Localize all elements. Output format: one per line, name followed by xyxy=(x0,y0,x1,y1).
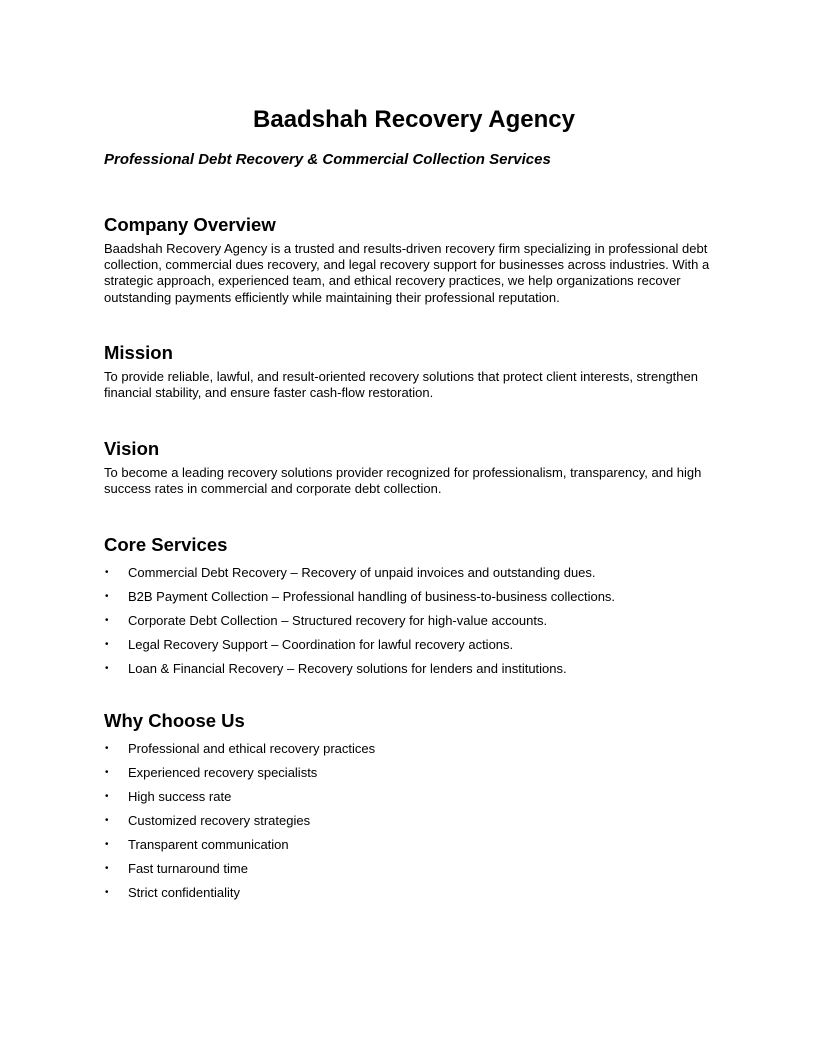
list-item xyxy=(104,861,724,885)
why-choose-us-heading: Why Choose Us xyxy=(104,710,245,731)
company-overview-text: Baadshah Recovery Agency is a trusted and results-driven recovery firm specializing in professional debt collection, commercial dues recovery, and legal recovery support for businesses across industries. With a strategic approach, experienced team, and ethical recovery practices, we help organizations recover outstanding payments efficiently while maintaining their professional reputation. xyxy=(104,241,710,305)
bullet-icon: • xyxy=(105,791,109,802)
core-services-heading: Core Services xyxy=(104,534,228,555)
bullet-icon: • xyxy=(105,743,109,754)
bullet-icon: • xyxy=(105,839,109,850)
bullet-icon: • xyxy=(105,615,109,626)
list-item-text: Loan & Financial Recovery – Recovery solutions for lenders and institutions. xyxy=(128,661,567,676)
list-item xyxy=(104,885,724,909)
bullet-icon: • xyxy=(105,815,109,826)
list-item xyxy=(104,813,724,837)
bullet-icon: • xyxy=(105,887,109,898)
list-item-text: Experienced recovery specialists xyxy=(128,765,318,780)
vision-section xyxy=(104,437,724,497)
list-item-text: Legal Recovery Support – Coordination for lawful recovery actions. xyxy=(128,637,514,652)
list-item-text: Fast turnaround time xyxy=(128,861,248,876)
list-item-text: Transparent communication xyxy=(128,837,289,852)
vision-text: To become a leading recovery solutions provider recognized for professionalism, transparency, and high success rates in commercial and corporate debt collection. xyxy=(104,465,702,497)
bullet-icon: • xyxy=(105,567,109,578)
mission-heading: Mission xyxy=(104,342,173,363)
bullet-icon: • xyxy=(105,591,109,602)
list-item xyxy=(104,565,724,589)
list-item-text: Customized recovery strategies xyxy=(128,813,311,828)
document-title: Baadshah Recovery Agency xyxy=(253,106,575,133)
list-item-text: Strict confidentiality xyxy=(128,885,240,900)
list-item xyxy=(104,637,724,661)
list-item xyxy=(104,741,724,765)
list-item xyxy=(104,661,724,685)
list-item-text: Commercial Debt Recovery – Recovery of unpaid invoices and outstanding dues. xyxy=(128,565,596,580)
list-item xyxy=(104,837,724,861)
mission-text: To provide reliable, lawful, and result-oriented recovery solutions that protect client interests, strengthen financial stability, and ensure faster cash-flow restoration. xyxy=(104,369,698,401)
list-item xyxy=(104,765,724,789)
bullet-icon: • xyxy=(105,863,109,874)
list-item-text: Corporate Debt Collection – Structured recovery for high-value accounts. xyxy=(128,613,548,628)
company-overview-section xyxy=(104,213,724,306)
bullet-icon: • xyxy=(105,663,109,674)
bullet-icon: • xyxy=(105,767,109,778)
list-item-text: B2B Payment Collection – Professional handling of business-to-business collections. xyxy=(128,589,616,604)
mission-section xyxy=(104,341,724,401)
bullet-icon: • xyxy=(105,639,109,650)
why-choose-us-section xyxy=(104,709,724,909)
list-item xyxy=(104,589,724,613)
document-subtitle: Professional Debt Recovery & Commercial Collection Services xyxy=(104,151,551,168)
company-overview-heading: Company Overview xyxy=(104,214,276,235)
core-services-section xyxy=(104,533,724,685)
list-item xyxy=(104,613,724,637)
why-choose-us-list xyxy=(104,741,724,909)
core-services-list xyxy=(104,565,724,685)
list-item-text: High success rate xyxy=(128,789,232,804)
document-page xyxy=(104,104,724,900)
list-item-text: Professional and ethical recovery practices xyxy=(128,741,376,756)
list-item xyxy=(104,789,724,813)
vision-heading: Vision xyxy=(104,438,160,459)
